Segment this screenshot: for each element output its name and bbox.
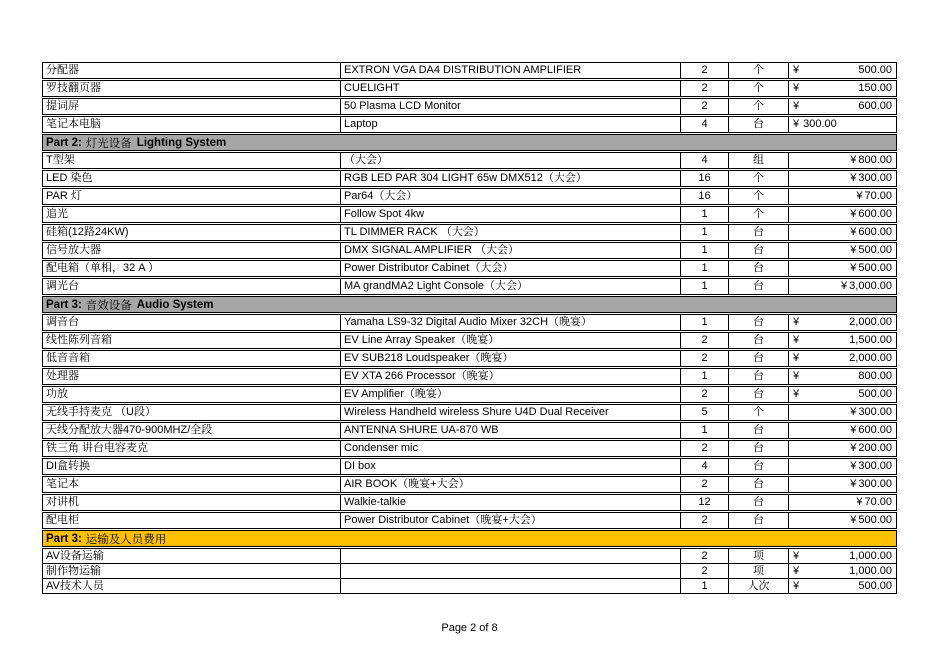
cell-item-name: 天线分配放大器470-900MHZ/全段 xyxy=(43,423,341,438)
cell-quantity: 1 xyxy=(681,225,729,240)
cell-description: EV XTA 266 Processor（晚宴） xyxy=(341,369,681,384)
cell-unit: 台 xyxy=(729,225,789,240)
cell-item-name: 硅箱(12路24KW) xyxy=(43,225,341,240)
currency-symbol: ¥ xyxy=(850,406,857,418)
price-amount: 500.00 xyxy=(858,388,892,400)
cell-unit: 个 xyxy=(729,189,789,204)
price-amount: 500.00 xyxy=(858,262,892,274)
cell-quantity: 5 xyxy=(681,405,729,420)
cell-quantity: 4 xyxy=(681,117,729,132)
cell-quantity: 16 xyxy=(681,189,729,204)
cell-unit-price xyxy=(789,513,896,528)
cell-description: Wireless Handheld wireless Shure U4D Dual Receiver xyxy=(341,405,681,420)
currency-symbol: ¥ xyxy=(793,549,800,562)
cell-unit-price xyxy=(789,207,896,222)
cell-unit: 个 xyxy=(729,99,789,114)
cell-unit-price xyxy=(789,153,896,168)
price-amount: 600.00 xyxy=(858,424,892,436)
cell-unit-price xyxy=(789,279,896,294)
table-row xyxy=(42,206,897,223)
table-row xyxy=(42,152,897,169)
currency-symbol: ¥ xyxy=(793,118,800,130)
cell-item-name: 调光台 xyxy=(43,279,341,294)
cell-item-name: 无线手持麦克 （U段） xyxy=(43,405,341,420)
cell-quantity: 1 xyxy=(681,423,729,438)
cell-unit-price xyxy=(789,495,896,510)
cell-unit-price xyxy=(789,477,896,492)
price-amount: 500.00 xyxy=(858,64,892,76)
cell-quantity: 12 xyxy=(681,495,729,510)
section-header-prefix: Part 3: xyxy=(46,532,82,545)
currency-symbol: ¥ xyxy=(793,334,800,346)
cell-unit: 台 xyxy=(729,279,789,294)
cell-description: Walkie-talkie xyxy=(341,495,681,510)
cell-description: （大会） xyxy=(341,153,681,168)
cell-unit-price xyxy=(789,81,896,96)
cell-unit: 台 xyxy=(729,387,789,402)
section-header-chinese-label: 音效设备 xyxy=(85,299,132,312)
cell-unit-price xyxy=(789,333,896,348)
price-amount: 600.00 xyxy=(858,226,892,238)
cell-description: EV Amplifier（晚宴） xyxy=(341,387,681,402)
cell-item-name: AV设备运输 xyxy=(43,549,341,563)
table-row xyxy=(42,98,897,115)
currency-symbol: ¥ xyxy=(850,424,857,436)
section-header-english-label: Lighting System xyxy=(136,136,227,149)
currency-symbol: ¥ xyxy=(850,514,857,526)
table-row xyxy=(42,62,897,79)
cell-unit: 台 xyxy=(729,423,789,438)
table-row xyxy=(42,422,897,439)
table-row xyxy=(42,512,897,529)
cell-description: RGB LED PAR 304 LIGHT 65w DMX512（大会） xyxy=(341,171,681,186)
currency-symbol: ¥ xyxy=(793,64,800,76)
cell-unit-price xyxy=(789,225,896,240)
cell-unit: 个 xyxy=(729,171,789,186)
price-amount: 3,000.00 xyxy=(849,280,892,292)
cell-description: EV SUB218 Loudspeaker（晚宴） xyxy=(341,351,681,366)
cell-unit: 台 xyxy=(729,243,789,258)
cell-unit: 个 xyxy=(729,207,789,222)
price-amount: 800.00 xyxy=(858,370,892,382)
table-section xyxy=(42,314,897,529)
currency-symbol: ¥ xyxy=(793,316,800,328)
cell-unit: 台 xyxy=(729,117,789,132)
cell-quantity: 1 xyxy=(681,207,729,222)
table-row xyxy=(42,386,897,403)
cell-unit-price xyxy=(789,117,896,132)
cell-description: Power Distributor Cabinet（晚宴+大会） xyxy=(341,513,681,528)
cell-unit-price xyxy=(789,369,896,384)
cell-unit: 台 xyxy=(729,477,789,492)
table-row xyxy=(42,563,897,579)
currency-symbol: ¥ xyxy=(850,226,857,238)
price-amount: 150.00 xyxy=(858,82,892,94)
cell-unit-price xyxy=(789,171,896,186)
table-row xyxy=(42,404,897,421)
cell-item-name: 制作物运输 xyxy=(43,564,341,578)
cell-item-name: AV技术人员 xyxy=(43,579,341,593)
currency-symbol: ¥ xyxy=(793,82,800,94)
section-header xyxy=(42,530,897,547)
currency-symbol: ¥ xyxy=(793,352,800,364)
cell-unit-price xyxy=(789,63,896,78)
cell-quantity: 2 xyxy=(681,549,729,563)
cell-quantity: 16 xyxy=(681,171,729,186)
cell-unit: 个 xyxy=(729,405,789,420)
section-header-english-label: Audio System xyxy=(136,298,214,311)
cell-item-name: 低音音箱 xyxy=(43,351,341,366)
cell-description: EXTRON VGA DA4 DISTRIBUTION AMPLIFIER xyxy=(341,63,681,78)
cell-unit-price xyxy=(789,387,896,402)
price-amount: 1,000.00 xyxy=(849,564,892,577)
price-amount: 300.00 xyxy=(858,406,892,418)
section-header-chinese-label: 灯光设备 xyxy=(85,137,132,150)
table-row xyxy=(42,368,897,385)
cell-item-name: 提词屏 xyxy=(43,99,341,114)
price-amount: 1,000.00 xyxy=(849,549,892,562)
cell-unit: 台 xyxy=(729,441,789,456)
cell-quantity: 1 xyxy=(681,315,729,330)
cell-unit-price xyxy=(789,315,896,330)
cell-unit: 个 xyxy=(729,81,789,96)
cell-quantity: 1 xyxy=(681,243,729,258)
cell-item-name: 笔记本 xyxy=(43,477,341,492)
price-amount: 300.00 xyxy=(858,478,892,490)
cell-item-name: 笔记本电脑 xyxy=(43,117,341,132)
cell-unit: 台 xyxy=(729,459,789,474)
table-row xyxy=(42,458,897,475)
cell-quantity: 4 xyxy=(681,153,729,168)
cell-unit-price xyxy=(789,351,896,366)
table-row xyxy=(42,350,897,367)
cell-item-name: 线性陈列音箱 xyxy=(43,333,341,348)
price-amount: 200.00 xyxy=(858,442,892,454)
table-row xyxy=(42,494,897,511)
cell-unit: 项 xyxy=(729,564,789,578)
currency-symbol: ¥ xyxy=(850,460,857,472)
cell-item-name: LED 染色 xyxy=(43,171,341,186)
cell-quantity: 2 xyxy=(681,564,729,578)
currency-symbol: ¥ xyxy=(793,370,800,382)
cell-unit: 人次 xyxy=(729,579,789,593)
price-amount: 300.00 xyxy=(803,118,837,130)
cell-description: Yamaha LS9-32 Digital Audio Mixer 32CH（晚宴） xyxy=(341,315,681,330)
cell-unit-price xyxy=(789,564,896,578)
cell-description: ANTENNA SHURE UA-870 WB xyxy=(341,423,681,438)
cell-unit: 个 xyxy=(729,63,789,78)
cell-item-name: 铁三角 讲台电容麦克 xyxy=(43,441,341,456)
price-amount: 2,000.00 xyxy=(849,352,892,364)
table-row xyxy=(42,476,897,493)
cell-description: Condenser mic xyxy=(341,441,681,456)
table-row xyxy=(42,440,897,457)
cell-unit: 台 xyxy=(729,261,789,276)
cell-description: Laptop xyxy=(341,117,681,132)
table-row xyxy=(42,314,897,331)
cell-item-name: 罗技翻页器 xyxy=(43,81,341,96)
cell-description: Par64（大会） xyxy=(341,189,681,204)
table-section xyxy=(42,548,897,594)
cell-description: TL DIMMER RACK （大会） xyxy=(341,225,681,240)
currency-symbol: ¥ xyxy=(793,564,800,577)
cell-unit-price xyxy=(789,243,896,258)
cell-unit: 台 xyxy=(729,513,789,528)
table-row xyxy=(42,332,897,349)
currency-symbol: ¥ xyxy=(850,154,857,166)
cell-unit-price xyxy=(789,423,896,438)
currency-symbol: ¥ xyxy=(793,388,800,400)
price-amount: 1,500.00 xyxy=(849,334,892,346)
currency-symbol: ¥ xyxy=(850,172,857,184)
cell-item-name: 配电箱（单相，32 A ） xyxy=(43,261,341,276)
cell-item-name: 处理器 xyxy=(43,369,341,384)
cell-description xyxy=(341,549,681,563)
section-header xyxy=(42,296,897,313)
cell-description: AIR BOOK（晚宴+大会） xyxy=(341,477,681,492)
price-amount: 800.00 xyxy=(858,154,892,166)
currency-symbol: ¥ xyxy=(850,442,857,454)
currency-symbol: ¥ xyxy=(856,496,863,508)
price-amount: 500.00 xyxy=(858,244,892,256)
cell-item-name: 功放 xyxy=(43,387,341,402)
cell-item-name: 配电柜 xyxy=(43,513,341,528)
price-amount: 70.00 xyxy=(864,496,892,508)
cell-unit-price xyxy=(789,405,896,420)
price-amount: 600.00 xyxy=(858,208,892,220)
cell-quantity: 1 xyxy=(681,579,729,593)
table-row xyxy=(42,548,897,564)
cell-unit: 台 xyxy=(729,495,789,510)
table-section xyxy=(42,62,897,133)
cell-description: CUELIGHT xyxy=(341,81,681,96)
cell-quantity: 2 xyxy=(681,477,729,492)
cell-description: Follow Spot 4kw xyxy=(341,207,681,222)
page-number-footer: Page 2 of 8 xyxy=(441,622,498,634)
cell-description xyxy=(341,579,681,593)
cell-quantity: 2 xyxy=(681,63,729,78)
cell-quantity: 2 xyxy=(681,387,729,402)
table-row xyxy=(42,224,897,241)
cell-item-name: 追光 xyxy=(43,207,341,222)
cell-quantity: 1 xyxy=(681,261,729,276)
cell-unit-price xyxy=(789,579,896,593)
cell-unit: 项 xyxy=(729,549,789,563)
currency-symbol: ¥ xyxy=(793,579,800,592)
price-amount: 300.00 xyxy=(858,172,892,184)
cell-quantity: 2 xyxy=(681,333,729,348)
table-row xyxy=(42,170,897,187)
currency-symbol: ¥ xyxy=(850,478,857,490)
cell-item-name: T型架 xyxy=(43,153,341,168)
cell-quantity: 1 xyxy=(681,279,729,294)
currency-symbol: ¥ xyxy=(850,262,857,274)
currency-symbol: ¥ xyxy=(850,244,857,256)
cell-item-name: 信号放大器 xyxy=(43,243,341,258)
cell-quantity: 4 xyxy=(681,459,729,474)
section-header xyxy=(42,134,897,151)
cell-item-name: 分配器 xyxy=(43,63,341,78)
table-row xyxy=(42,242,897,259)
cell-description xyxy=(341,564,681,578)
cell-unit: 台 xyxy=(729,333,789,348)
cell-description: EV Line Array Speaker（晚宴） xyxy=(341,333,681,348)
table-section xyxy=(42,152,897,295)
cell-unit-price xyxy=(789,189,896,204)
table-row xyxy=(42,188,897,205)
cell-unit-price xyxy=(789,549,896,563)
cell-item-name: PAR 灯 xyxy=(43,189,341,204)
cell-unit: 台 xyxy=(729,369,789,384)
cell-unit: 台 xyxy=(729,351,789,366)
currency-symbol: ¥ xyxy=(841,280,848,292)
table-row xyxy=(42,116,897,133)
section-header-prefix: Part 2: xyxy=(46,136,82,149)
cell-unit-price xyxy=(789,441,896,456)
cell-unit-price xyxy=(789,99,896,114)
price-amount: 70.00 xyxy=(864,190,892,202)
cell-quantity: 2 xyxy=(681,99,729,114)
cell-item-name: 对讲机 xyxy=(43,495,341,510)
cell-quantity: 2 xyxy=(681,351,729,366)
cell-unit-price xyxy=(789,261,896,276)
cell-unit: 台 xyxy=(729,315,789,330)
currency-symbol: ¥ xyxy=(850,208,857,220)
price-amount: 300.00 xyxy=(858,460,892,472)
price-amount: 2,000.00 xyxy=(849,316,892,328)
cell-description: 50 Plasma LCD Monitor xyxy=(341,99,681,114)
table-row xyxy=(42,80,897,97)
section-header-chinese-label: 运输及人员费用 xyxy=(85,533,167,546)
cell-description: DMX SIGNAL AMPLIFIER （大会） xyxy=(341,243,681,258)
cell-quantity: 2 xyxy=(681,81,729,96)
table-row xyxy=(42,260,897,277)
table-row xyxy=(42,578,897,594)
cell-item-name: DI盒转换 xyxy=(43,459,341,474)
price-amount: 500.00 xyxy=(858,579,892,592)
cell-quantity: 2 xyxy=(681,513,729,528)
currency-symbol: ¥ xyxy=(793,100,800,112)
price-amount: 600.00 xyxy=(858,100,892,112)
cell-quantity: 1 xyxy=(681,369,729,384)
currency-symbol: ¥ xyxy=(856,190,863,202)
cell-item-name: 调音台 xyxy=(43,315,341,330)
cell-unit-price xyxy=(789,459,896,474)
cell-description: MA grandMA2 Light Console（大会） xyxy=(341,279,681,294)
equipment-quote-table xyxy=(42,62,897,594)
table-row xyxy=(42,278,897,295)
cell-description: Power Distributor Cabinet（大会） xyxy=(341,261,681,276)
price-amount: 500.00 xyxy=(858,514,892,526)
cell-quantity: 2 xyxy=(681,441,729,456)
cell-description: DI box xyxy=(341,459,681,474)
cell-unit: 组 xyxy=(729,153,789,168)
section-header-prefix: Part 3: xyxy=(46,298,82,311)
